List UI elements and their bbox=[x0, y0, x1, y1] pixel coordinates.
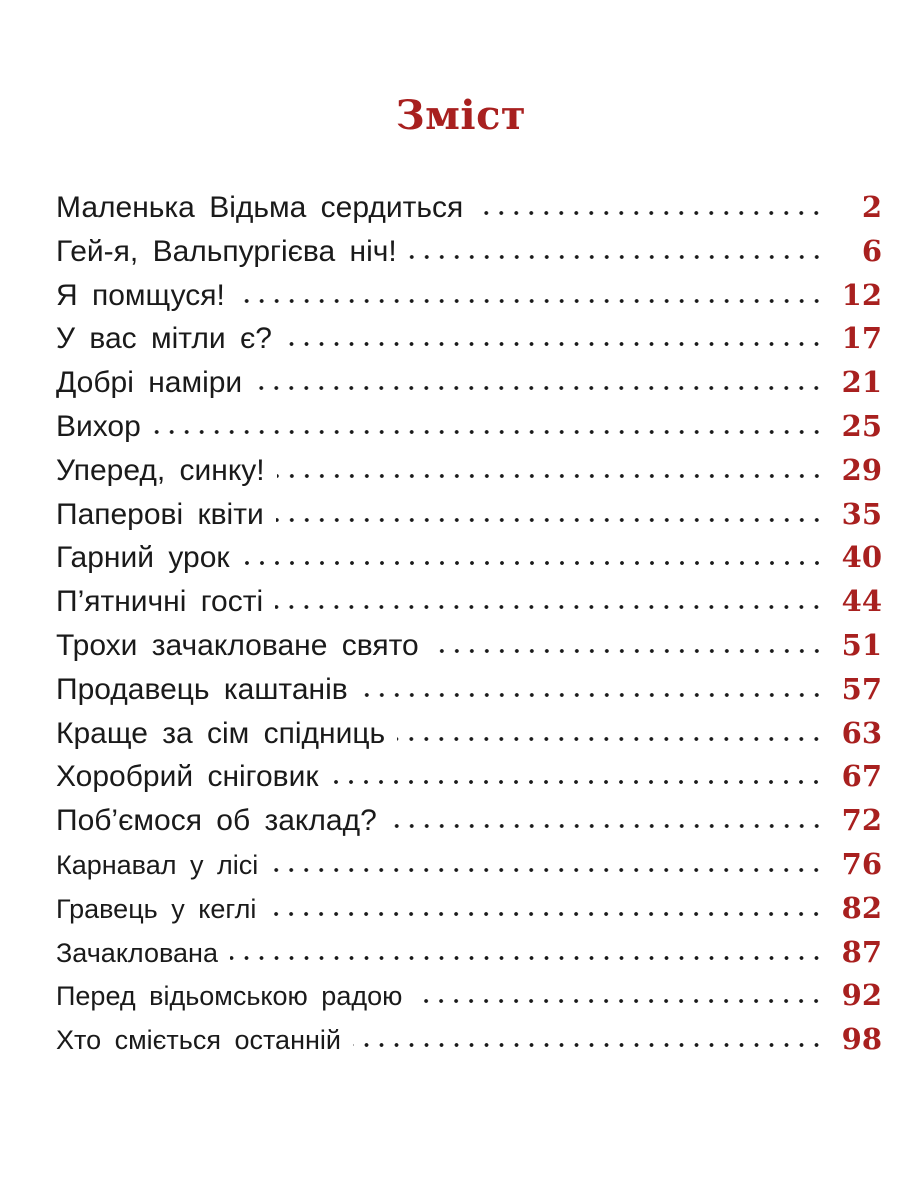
toc-entry-title: Гей-я, Вальпургієва ніч! bbox=[56, 234, 397, 268]
toc-entry-page: 98 bbox=[841, 1022, 882, 1057]
dot-leader bbox=[397, 736, 824, 742]
toc-entry-title: Карнавал у лісі bbox=[56, 849, 259, 880]
toc-entry-page: 25 bbox=[841, 408, 882, 443]
toc-entry[interactable] bbox=[56, 234, 882, 278]
toc-entry-title: Продавець каштанів bbox=[56, 672, 348, 706]
toc-entry-page: 6 bbox=[861, 233, 882, 268]
dot-leader bbox=[275, 604, 824, 610]
toc-entry-page: 12 bbox=[841, 277, 882, 312]
dot-leader bbox=[475, 210, 824, 216]
toc-entry[interactable] bbox=[56, 453, 882, 497]
dot-leader bbox=[409, 254, 824, 260]
dot-leader bbox=[353, 1042, 824, 1048]
toc-entry-title: Хоробрий сніговик bbox=[56, 760, 319, 794]
toc-entry-page: 44 bbox=[841, 584, 882, 619]
toc-entry[interactable] bbox=[56, 803, 882, 847]
toc-entry-page: 29 bbox=[841, 452, 882, 487]
dot-leader bbox=[277, 473, 824, 479]
dot-leader bbox=[330, 779, 824, 785]
toc-entry-title: Гарний урок bbox=[56, 541, 230, 575]
dot-leader bbox=[284, 341, 824, 347]
toc-entry-title: Трохи зачакловане свято bbox=[56, 628, 419, 662]
toc-entry-title: Я помщуся! bbox=[56, 278, 225, 312]
toc-entry-page: 17 bbox=[841, 321, 882, 356]
toc-entry[interactable] bbox=[56, 935, 882, 979]
toc-entry[interactable] bbox=[56, 628, 882, 672]
dot-leader bbox=[431, 648, 824, 654]
toc-entry[interactable] bbox=[56, 321, 882, 365]
toc-entry-page: 40 bbox=[841, 540, 882, 575]
toc-entry-title: Зачаклована bbox=[56, 937, 218, 968]
toc-entry[interactable] bbox=[56, 759, 882, 803]
toc-entry-title: Гравець у кеглі bbox=[56, 893, 257, 924]
toc-entry-title: Маленька Відьма сердиться bbox=[56, 191, 464, 224]
toc-entry[interactable] bbox=[56, 672, 882, 716]
toc-entry-title: Перед відьомською радою bbox=[56, 981, 403, 1012]
toc-entry[interactable] bbox=[56, 190, 882, 234]
toc-entry[interactable] bbox=[56, 1022, 882, 1066]
dot-leader bbox=[276, 517, 824, 523]
toc-entry-title: У вас мітли є? bbox=[56, 322, 272, 356]
toc-entry[interactable] bbox=[56, 978, 882, 1022]
dot-leader bbox=[360, 692, 824, 698]
toc-entry[interactable] bbox=[56, 278, 882, 322]
toc-entry-title: Краще за сім спідниць bbox=[56, 716, 386, 750]
toc-entry-title: Паперові квіти bbox=[56, 497, 264, 531]
dot-leader bbox=[153, 429, 824, 435]
toc-entry-title: Поб’ємося об заклад? bbox=[56, 804, 377, 838]
toc-entry-title: Вихор bbox=[56, 409, 141, 443]
toc-entry[interactable] bbox=[56, 584, 882, 628]
toc-entry-page: 76 bbox=[841, 846, 882, 881]
toc-entry-page: 2 bbox=[861, 190, 882, 224]
toc-entry-page: 82 bbox=[841, 890, 882, 925]
toc-entry-page: 92 bbox=[841, 978, 882, 1013]
toc-entry-page: 87 bbox=[841, 934, 882, 969]
toc-entry-page: 72 bbox=[841, 803, 882, 838]
dot-leader bbox=[254, 385, 824, 391]
dot-leader bbox=[414, 998, 824, 1004]
toc-entry-page: 67 bbox=[841, 759, 882, 794]
dot-leader bbox=[242, 560, 824, 566]
toc-entry[interactable] bbox=[56, 847, 882, 891]
dot-leader bbox=[230, 955, 824, 961]
page-title: Зміст bbox=[395, 92, 527, 139]
dot-leader bbox=[237, 298, 824, 304]
dot-leader bbox=[389, 823, 824, 829]
toc-entry[interactable] bbox=[56, 891, 882, 935]
toc-entry[interactable] bbox=[56, 497, 882, 541]
toc-entry[interactable] bbox=[56, 409, 882, 453]
table-of-contents bbox=[56, 190, 882, 1066]
toc-entry[interactable] bbox=[56, 540, 882, 584]
toc-entry[interactable] bbox=[56, 365, 882, 409]
toc-entry-page: 35 bbox=[841, 496, 882, 531]
dot-leader bbox=[270, 867, 824, 873]
toc-entry-title: Уперед, синку! bbox=[56, 453, 265, 487]
toc-entry-title: Хто сміється останній bbox=[56, 1025, 341, 1056]
toc-entry-title: Добрі наміри bbox=[56, 366, 243, 400]
toc-entry-title: П’ятничні гості bbox=[56, 585, 264, 619]
toc-entry-page: 63 bbox=[841, 715, 882, 750]
toc-entry-page: 21 bbox=[841, 365, 882, 400]
toc-entry-page: 57 bbox=[841, 671, 882, 706]
toc-entry-page: 51 bbox=[841, 627, 882, 662]
toc-entry[interactable] bbox=[56, 716, 882, 760]
dot-leader bbox=[268, 911, 824, 917]
